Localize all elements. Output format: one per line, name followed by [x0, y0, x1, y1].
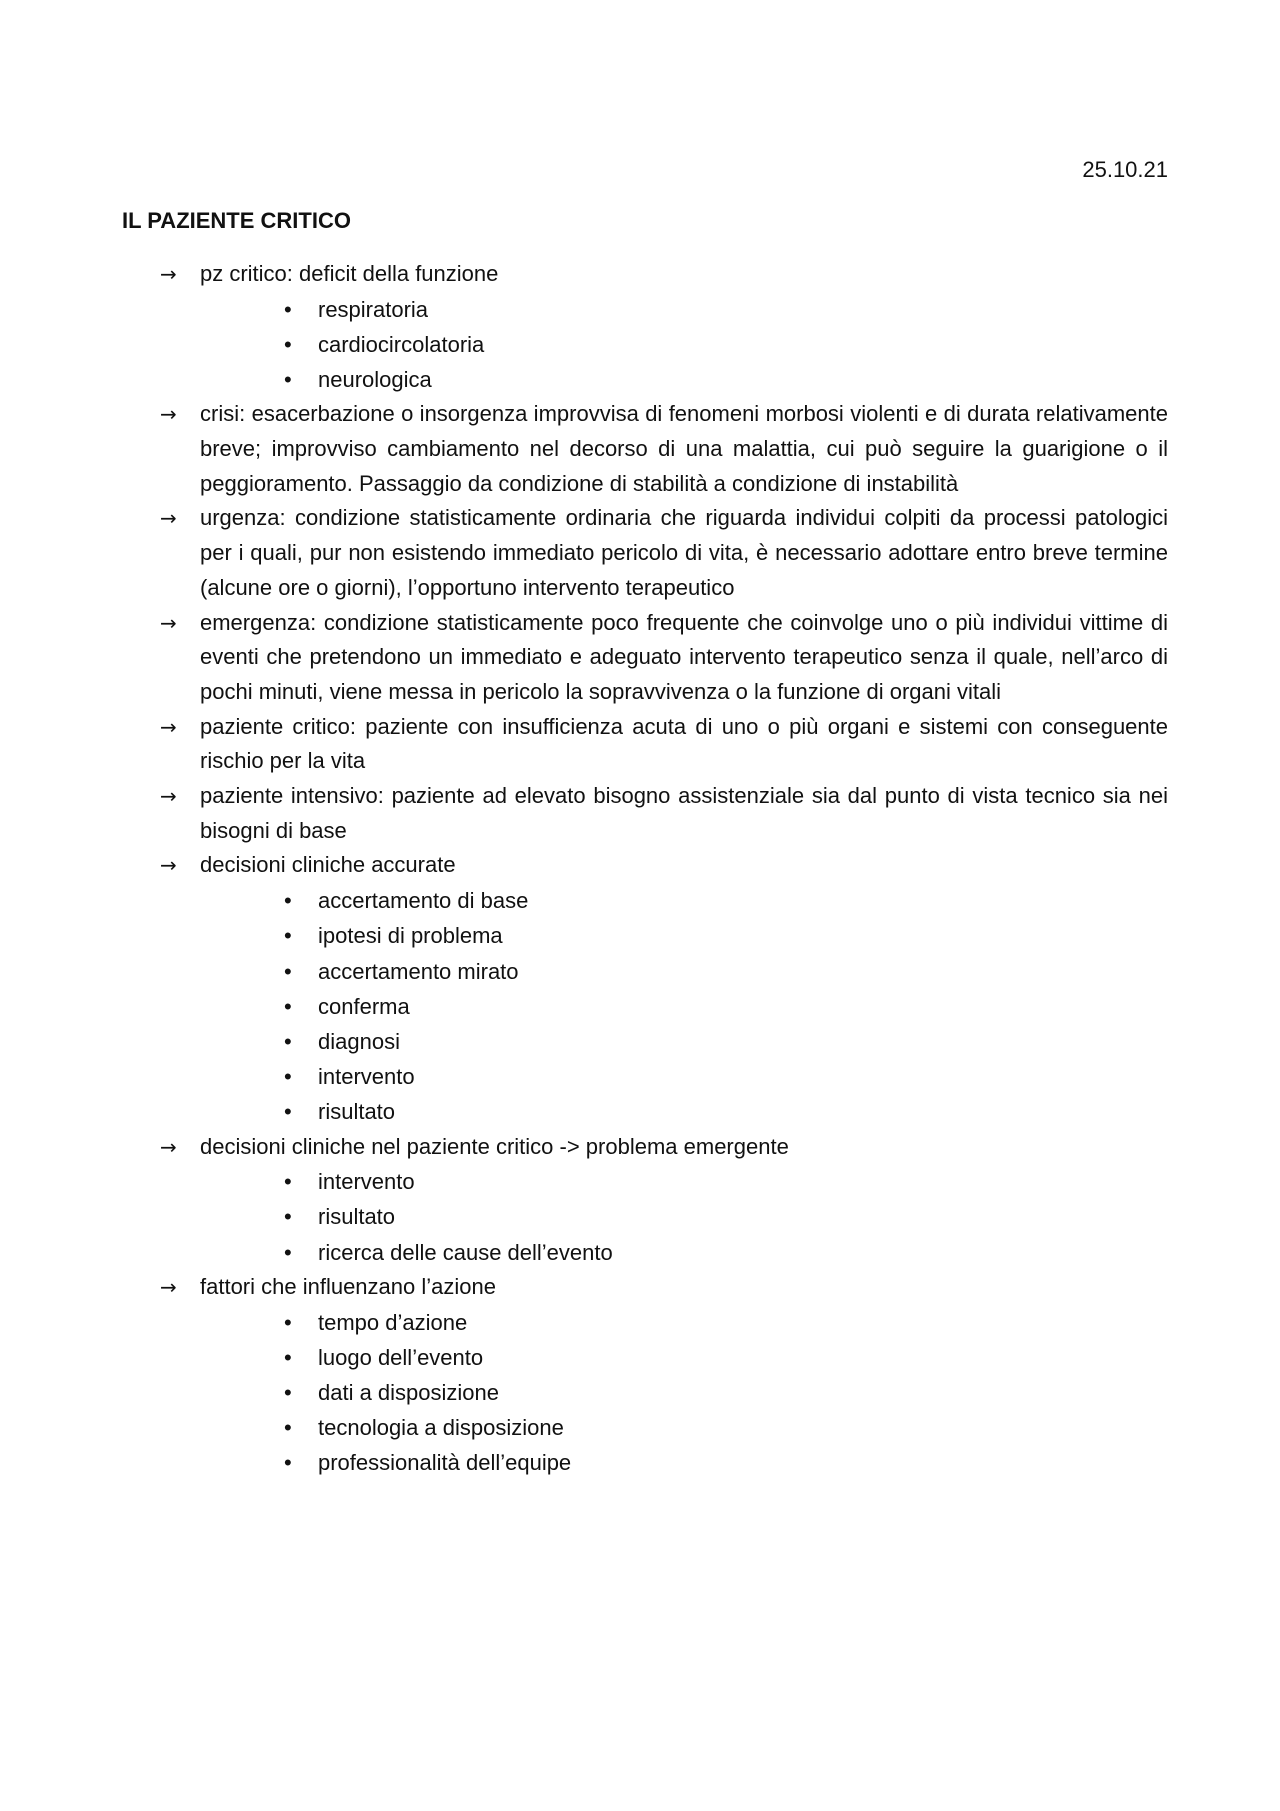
bullet-icon: • — [284, 367, 292, 393]
bullet-icon: • — [284, 1064, 292, 1090]
sub-list-item — [284, 1164, 1168, 1199]
sub-list — [200, 292, 1168, 398]
sub-list-item — [284, 327, 1168, 362]
sub-list-item — [284, 1375, 1168, 1410]
list-item-text: emergenza: condizione statisticamente poco frequente che coinvolge uno o più individui vittime di eventi che pretendono un immediato e adeguato intervento terapeutico senza il quale, nell’arco di pochi minuti, viene messa in pericolo la sopravvivenza o la funzione di organi vitali — [200, 609, 1168, 704]
sub-list-item — [284, 1059, 1168, 1094]
list-item-text: decisioni cliniche accurate — [200, 852, 456, 878]
page-title: IL PAZIENTE CRITICO — [122, 208, 351, 233]
arrow-icon: → — [160, 1274, 177, 1299]
sub-list-item — [284, 1199, 1168, 1234]
bullet-icon: • — [284, 296, 292, 322]
sub-list-item-text: dati a disposizione — [318, 1380, 500, 1405]
sub-list-item-text: risultato — [318, 1099, 396, 1125]
notes-list — [160, 257, 1168, 1481]
list-item-text: crisi: esacerbazione o insorgenza improvvisa di fenomeni morbosi violenti e di durata relativamente breve; improvviso cambiamento nel decorso di una malattia, cui può seguire la guarigione o il peggioramento. Passaggio da condizione di stabilità a condizione di instabilità — [200, 401, 1168, 496]
sub-list-item-text: accertamento mirato — [318, 958, 519, 984]
sub-list-item-text: accertamento di base — [318, 888, 529, 914]
sub-list-item-text: ipotesi di problema — [318, 923, 503, 949]
arrow-icon: → — [160, 784, 177, 809]
list-item-text: paziente intensivo: paziente ad elevato bisogno assistenziale sia dal punto di vista tecnico sia nei bisogni di base — [200, 783, 1168, 843]
sub-list-item — [284, 1305, 1168, 1340]
bullet-icon: • — [284, 1380, 292, 1405]
list-item — [160, 848, 1168, 1129]
sub-list-item — [284, 1024, 1168, 1059]
arrow-icon: → — [160, 262, 177, 286]
sub-list-item — [284, 989, 1168, 1024]
bullet-icon: • — [284, 1169, 292, 1195]
bullet-icon: • — [284, 1204, 292, 1230]
bullet-icon: • — [284, 1309, 292, 1335]
list-item — [160, 1270, 1168, 1481]
arrow-icon: → — [160, 1134, 177, 1159]
sub-list-item — [284, 1235, 1168, 1270]
bullet-icon: • — [284, 331, 292, 357]
list-item-text: paziente critico: paziente con insufficienza acuta di uno o più organi e sistemi con conseguente rischio per la vita — [200, 713, 1168, 774]
sub-list-item-text: tempo d’azione — [318, 1309, 468, 1335]
sub-list-item-text: diagnosi — [318, 1028, 400, 1054]
sub-list — [200, 1164, 1168, 1270]
sub-list-item — [284, 1445, 1168, 1480]
bullet-icon: • — [284, 1028, 292, 1054]
bullet-icon: • — [284, 1415, 292, 1441]
bullet-icon: • — [284, 1099, 292, 1125]
bullet-icon: • — [284, 993, 292, 1019]
sub-list — [200, 883, 1168, 1129]
arrow-icon: → — [160, 714, 177, 739]
list-item-text: urgenza: condizione statisticamente ordinaria che riguarda individui colpiti da processi patologici per i quali, pur non esistendo immediato pericolo di vita, è necessario adottare entro breve termine (alcune ore o giorni), l’opportuno intervento terapeutico — [200, 505, 1168, 600]
sub-list-item — [284, 883, 1168, 918]
date: 25.10.21 — [1082, 157, 1168, 182]
sub-list-item-text: conferma — [318, 993, 410, 1019]
sub-list-item — [284, 1410, 1168, 1445]
bullet-icon: • — [284, 923, 292, 949]
list-item — [160, 397, 1168, 501]
arrow-icon: → — [160, 506, 177, 531]
arrow-icon: → — [160, 402, 177, 427]
list-item-text: pz critico: deficit della funzione — [200, 261, 499, 286]
sub-list-item-text: cardiocircolatoria — [318, 331, 485, 357]
sub-list-item — [284, 362, 1168, 397]
sub-list-item — [284, 918, 1168, 953]
sub-list-item — [284, 1340, 1168, 1375]
bullet-icon: • — [284, 958, 292, 984]
list-item — [160, 710, 1168, 779]
list-item — [160, 1130, 1168, 1270]
sub-list-item-text: tecnologia a disposizione — [318, 1415, 564, 1441]
sub-list-item-text: ricerca delle cause dell’evento — [318, 1239, 613, 1265]
bullet-icon: • — [284, 1239, 292, 1265]
list-item — [160, 606, 1168, 710]
sub-list-item-text: intervento — [318, 1064, 415, 1090]
sub-list-item-text: respiratoria — [318, 296, 429, 322]
arrow-icon: → — [160, 610, 177, 635]
sub-list-item — [284, 1094, 1168, 1129]
sub-list-item-text: professionalità dell’equipe — [318, 1450, 572, 1476]
list-item — [160, 257, 1168, 397]
list-item — [160, 501, 1168, 605]
list-item — [160, 779, 1168, 848]
sub-list — [200, 1305, 1168, 1481]
sub-list-item-text: risultato — [318, 1204, 396, 1230]
sub-list-item — [284, 292, 1168, 327]
sub-list-item-text: luogo dell’evento — [318, 1344, 484, 1370]
sub-list-item-text: neurologica — [318, 367, 432, 393]
bullet-icon: • — [284, 888, 292, 914]
sub-list-item-text: intervento — [318, 1169, 415, 1195]
bullet-icon: • — [284, 1344, 292, 1370]
sub-list-item — [284, 954, 1168, 989]
list-item-text: fattori che influenzano l’azione — [200, 1273, 496, 1299]
list-item-text: decisioni cliniche nel paziente critico -> problema emergente — [200, 1133, 789, 1159]
bullet-icon: • — [284, 1450, 292, 1476]
arrow-icon: → — [160, 853, 177, 878]
